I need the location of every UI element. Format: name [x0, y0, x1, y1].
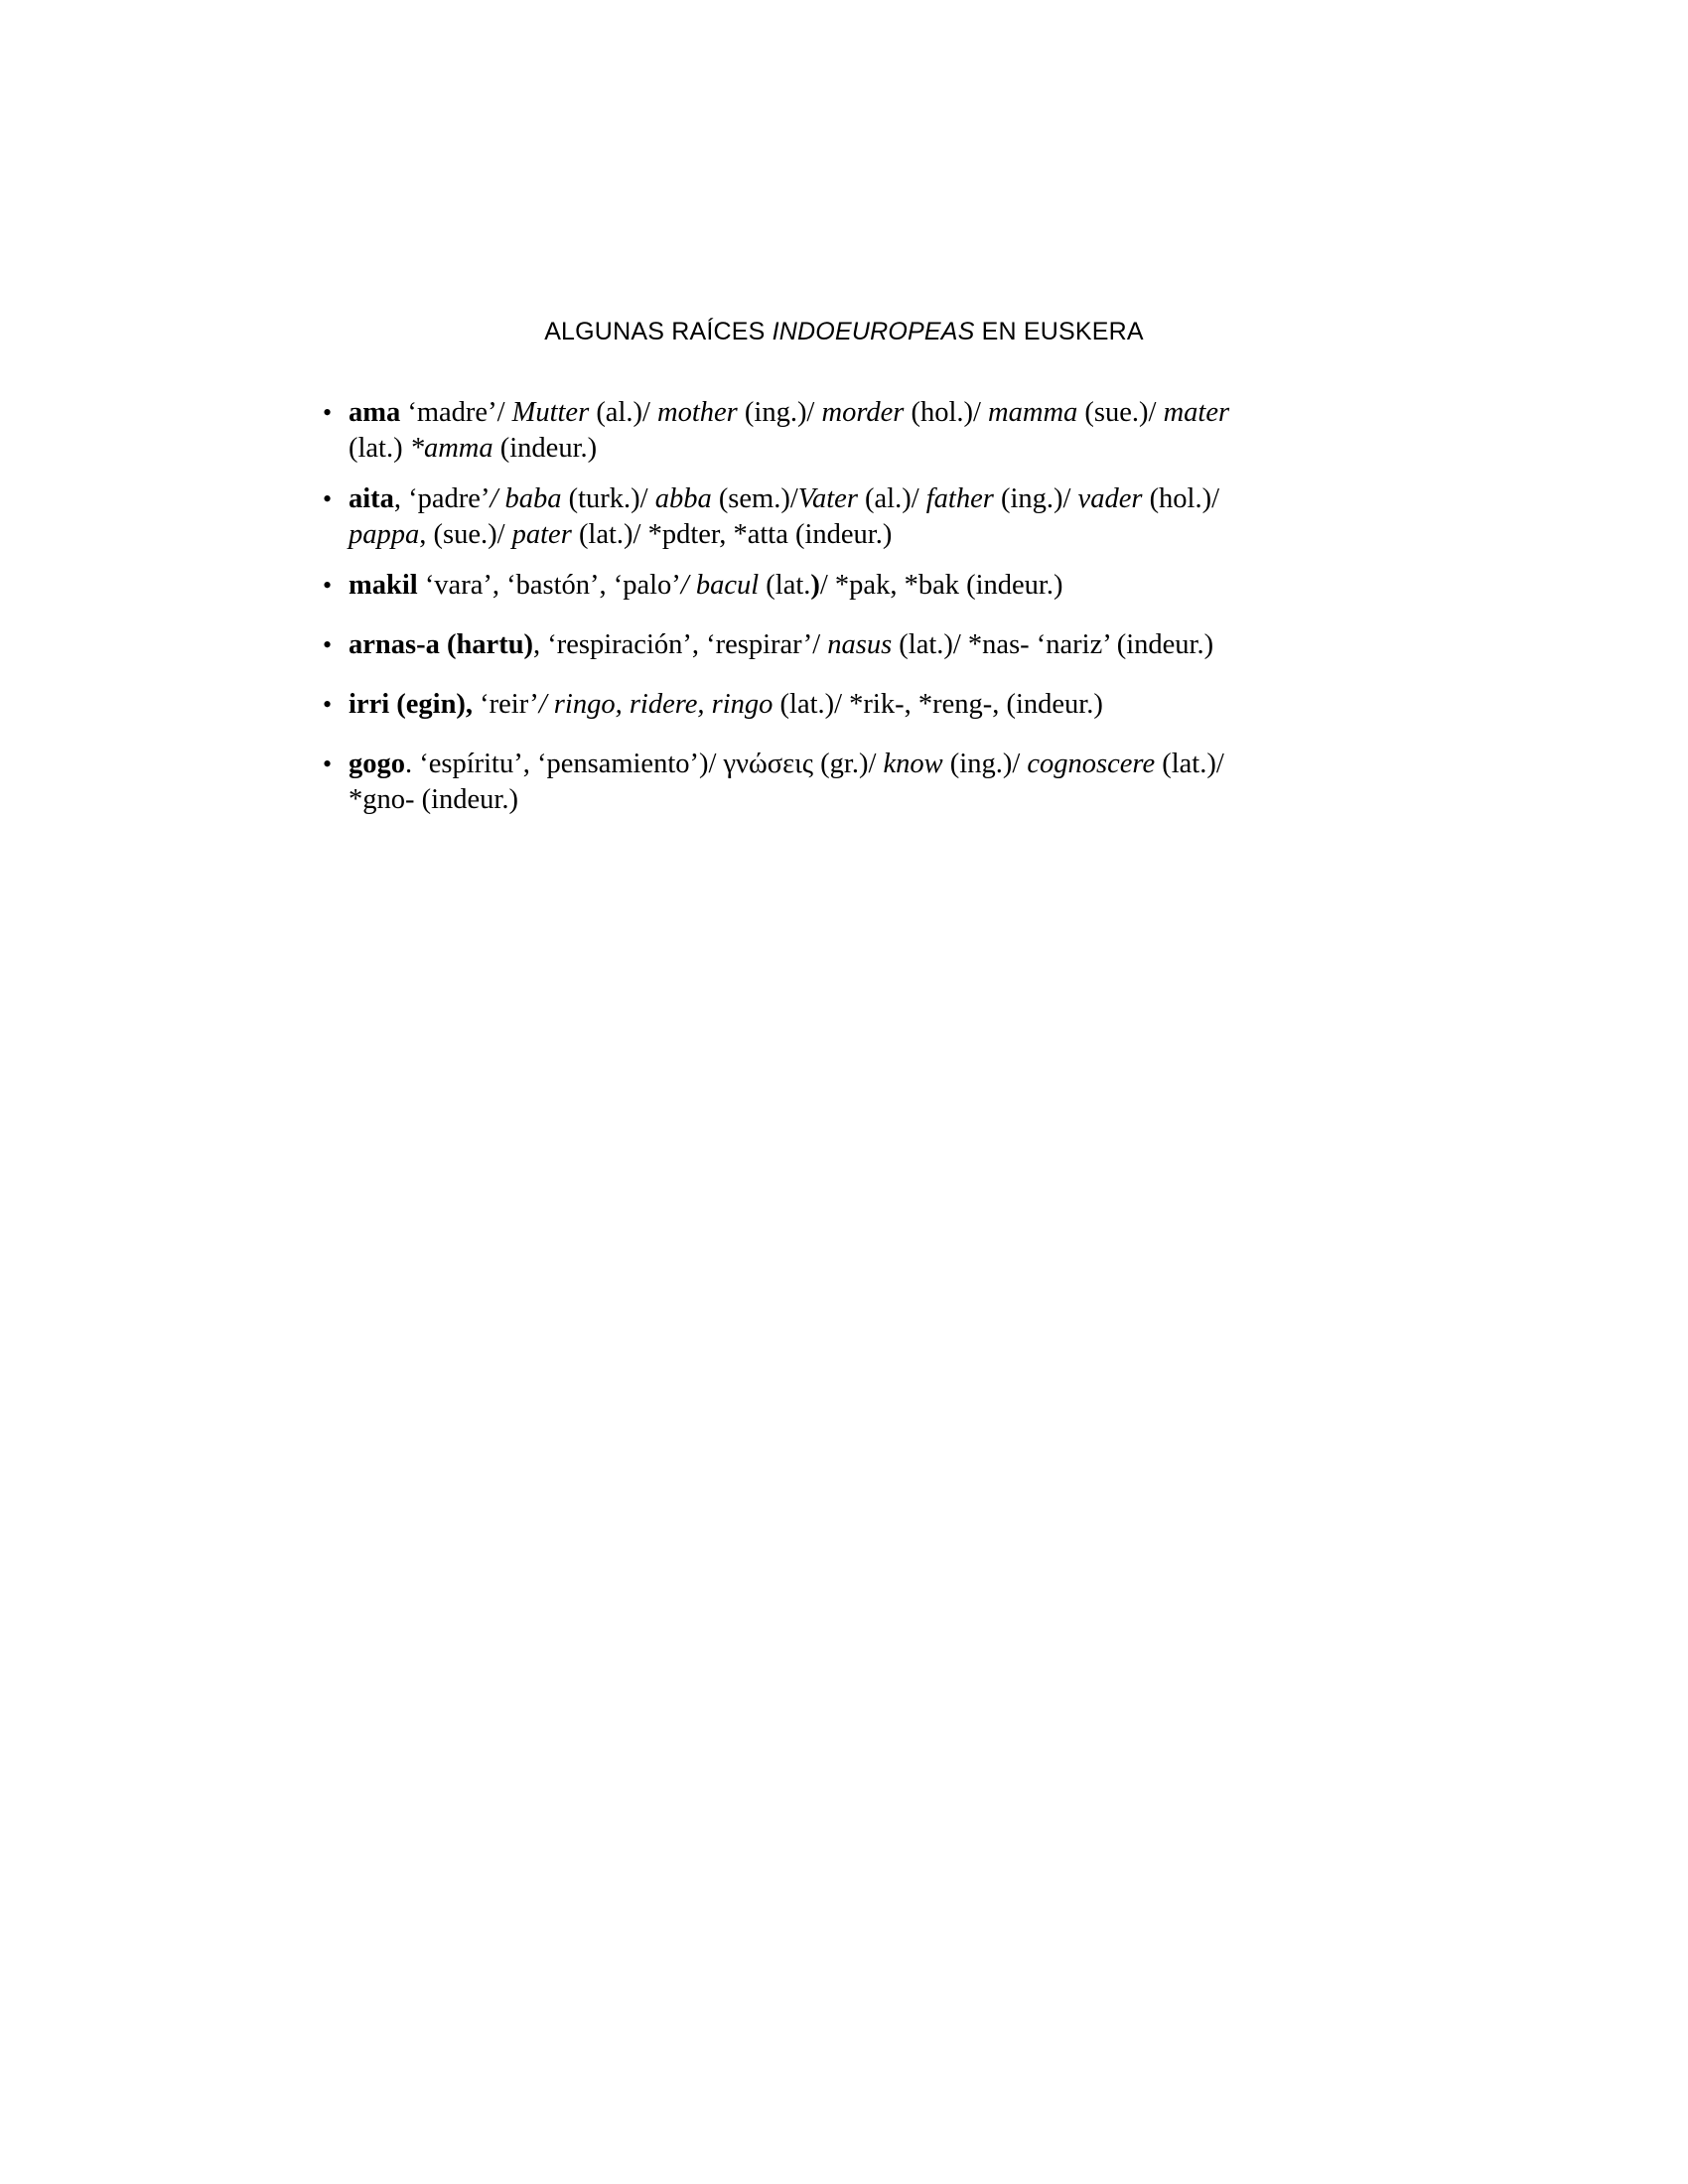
entry-text-segment: vader	[1077, 483, 1143, 514]
entry-line1	[349, 481, 1316, 517]
entry-text-segment: makil	[349, 570, 418, 601]
entry-text-segment: , ‘respiración’, ‘respirar’/	[533, 629, 828, 660]
entry-line1	[349, 627, 1316, 663]
entry-text-segment: / ringo, ridere, ringo	[538, 689, 774, 720]
entry-text-segment: abba	[654, 483, 712, 514]
entry-text-segment: *gno- (indeur.)	[349, 784, 518, 815]
entry-text-segment: father	[925, 483, 994, 514]
bullet-icon: •	[323, 571, 333, 600]
entry-text-segment: nasus	[827, 629, 893, 660]
entry-text-segment: ‘reir’	[473, 689, 539, 720]
entry-text-segment: ‘vara’, ‘bastón’, ‘palo’	[417, 570, 681, 601]
entry-text-segment: cognoscere	[1027, 749, 1156, 779]
entry-text-segment: Vater	[797, 483, 858, 514]
bullet-icon: •	[323, 484, 333, 513]
entry-text-segment: (indeur.)	[492, 433, 598, 464]
entry-text-segment: (al.)/	[589, 397, 658, 428]
bullet-icon: •	[323, 398, 333, 427]
entry-line2	[349, 431, 1316, 467]
entry-text-segment: , (sue.)/	[419, 519, 512, 550]
entry-text-segment: arnas-a (hartu)	[349, 629, 534, 660]
title-part-1: ALGUNAS RAÍCES	[544, 318, 773, 345]
entry-text-segment: , ‘padre’	[393, 483, 491, 514]
entry-text-segment: (hol.)/	[904, 397, 989, 428]
entry-text-segment: ama	[349, 397, 401, 428]
entry-text-segment: gogo	[349, 749, 405, 779]
entry-text-segment: mamma	[988, 397, 1078, 428]
entry-text-segment: irri (egin),	[349, 689, 474, 720]
entry-text-segment: (lat.)/ *pdter, *atta (indeur.)	[571, 519, 893, 550]
entry-line2	[349, 782, 1316, 818]
list-item	[323, 481, 1316, 553]
entry-text-segment: / *pak, *bak (indeur.)	[819, 570, 1063, 601]
list-item	[323, 687, 1316, 723]
entry-line2	[349, 517, 1316, 553]
etymology-list	[323, 395, 1316, 833]
entry-text-segment: (sem.)/	[711, 483, 798, 514]
list-item	[323, 395, 1316, 467]
entry-text-segment: (ing.)/	[737, 397, 822, 428]
entry-text-segment: (turk.)/	[561, 483, 655, 514]
entry-line1	[349, 395, 1316, 431]
entry-text-segment: ‘madre’/	[400, 397, 512, 428]
entry-line1	[349, 568, 1316, 604]
entry-text-segment: (lat.)/	[1155, 749, 1224, 779]
entry-text-segment: (al.)/	[857, 483, 926, 514]
title-part-2: INDOEUROPEAS	[772, 318, 975, 345]
entry-text-segment: / baba	[490, 483, 562, 514]
entry-text-segment: mater	[1163, 397, 1230, 428]
entry-text-segment: (ing.)/	[942, 749, 1028, 779]
entry-text-segment: know	[883, 749, 943, 779]
entry-text-segment: morder	[821, 397, 905, 428]
list-item	[323, 568, 1316, 604]
entry-line1	[349, 747, 1316, 782]
entry-text-segment: . ‘espíritu’, ‘pensamiento’)/ γνώσεις (gr.)/	[405, 749, 884, 779]
bullet-icon: •	[323, 630, 333, 659]
bullet-icon: •	[323, 750, 333, 778]
list-item	[323, 747, 1316, 818]
entry-text-segment: )	[810, 570, 820, 601]
entry-text-segment: (hol.)/	[1142, 483, 1220, 514]
entry-text-segment: mother	[657, 397, 738, 428]
entry-text-segment: (lat.)/ *rik-, *reng-, (indeur.)	[773, 689, 1103, 720]
list-item	[323, 627, 1316, 663]
entry-text-segment: (lat.)/ *nas- ‘nariz’ (indeur.)	[892, 629, 1214, 660]
entry-text-segment: (lat.	[759, 570, 811, 601]
entry-text-segment: (lat.)	[349, 433, 410, 464]
entry-text-segment: pappa	[349, 519, 420, 550]
bullet-icon: •	[323, 690, 333, 719]
entry-text-segment: (sue.)/	[1077, 397, 1164, 428]
page-title	[0, 318, 1688, 346]
entry-text-segment: pater	[511, 519, 572, 550]
entry-text-segment: aita	[349, 483, 394, 514]
title-part-3: EN EUSKERA	[974, 318, 1144, 345]
entry-line1	[349, 687, 1316, 723]
entry-text-segment: Mutter	[511, 397, 590, 428]
entry-text-segment: *amma	[409, 433, 493, 464]
entry-text-segment: / bacul	[680, 570, 760, 601]
entry-text-segment: (ing.)/	[993, 483, 1078, 514]
